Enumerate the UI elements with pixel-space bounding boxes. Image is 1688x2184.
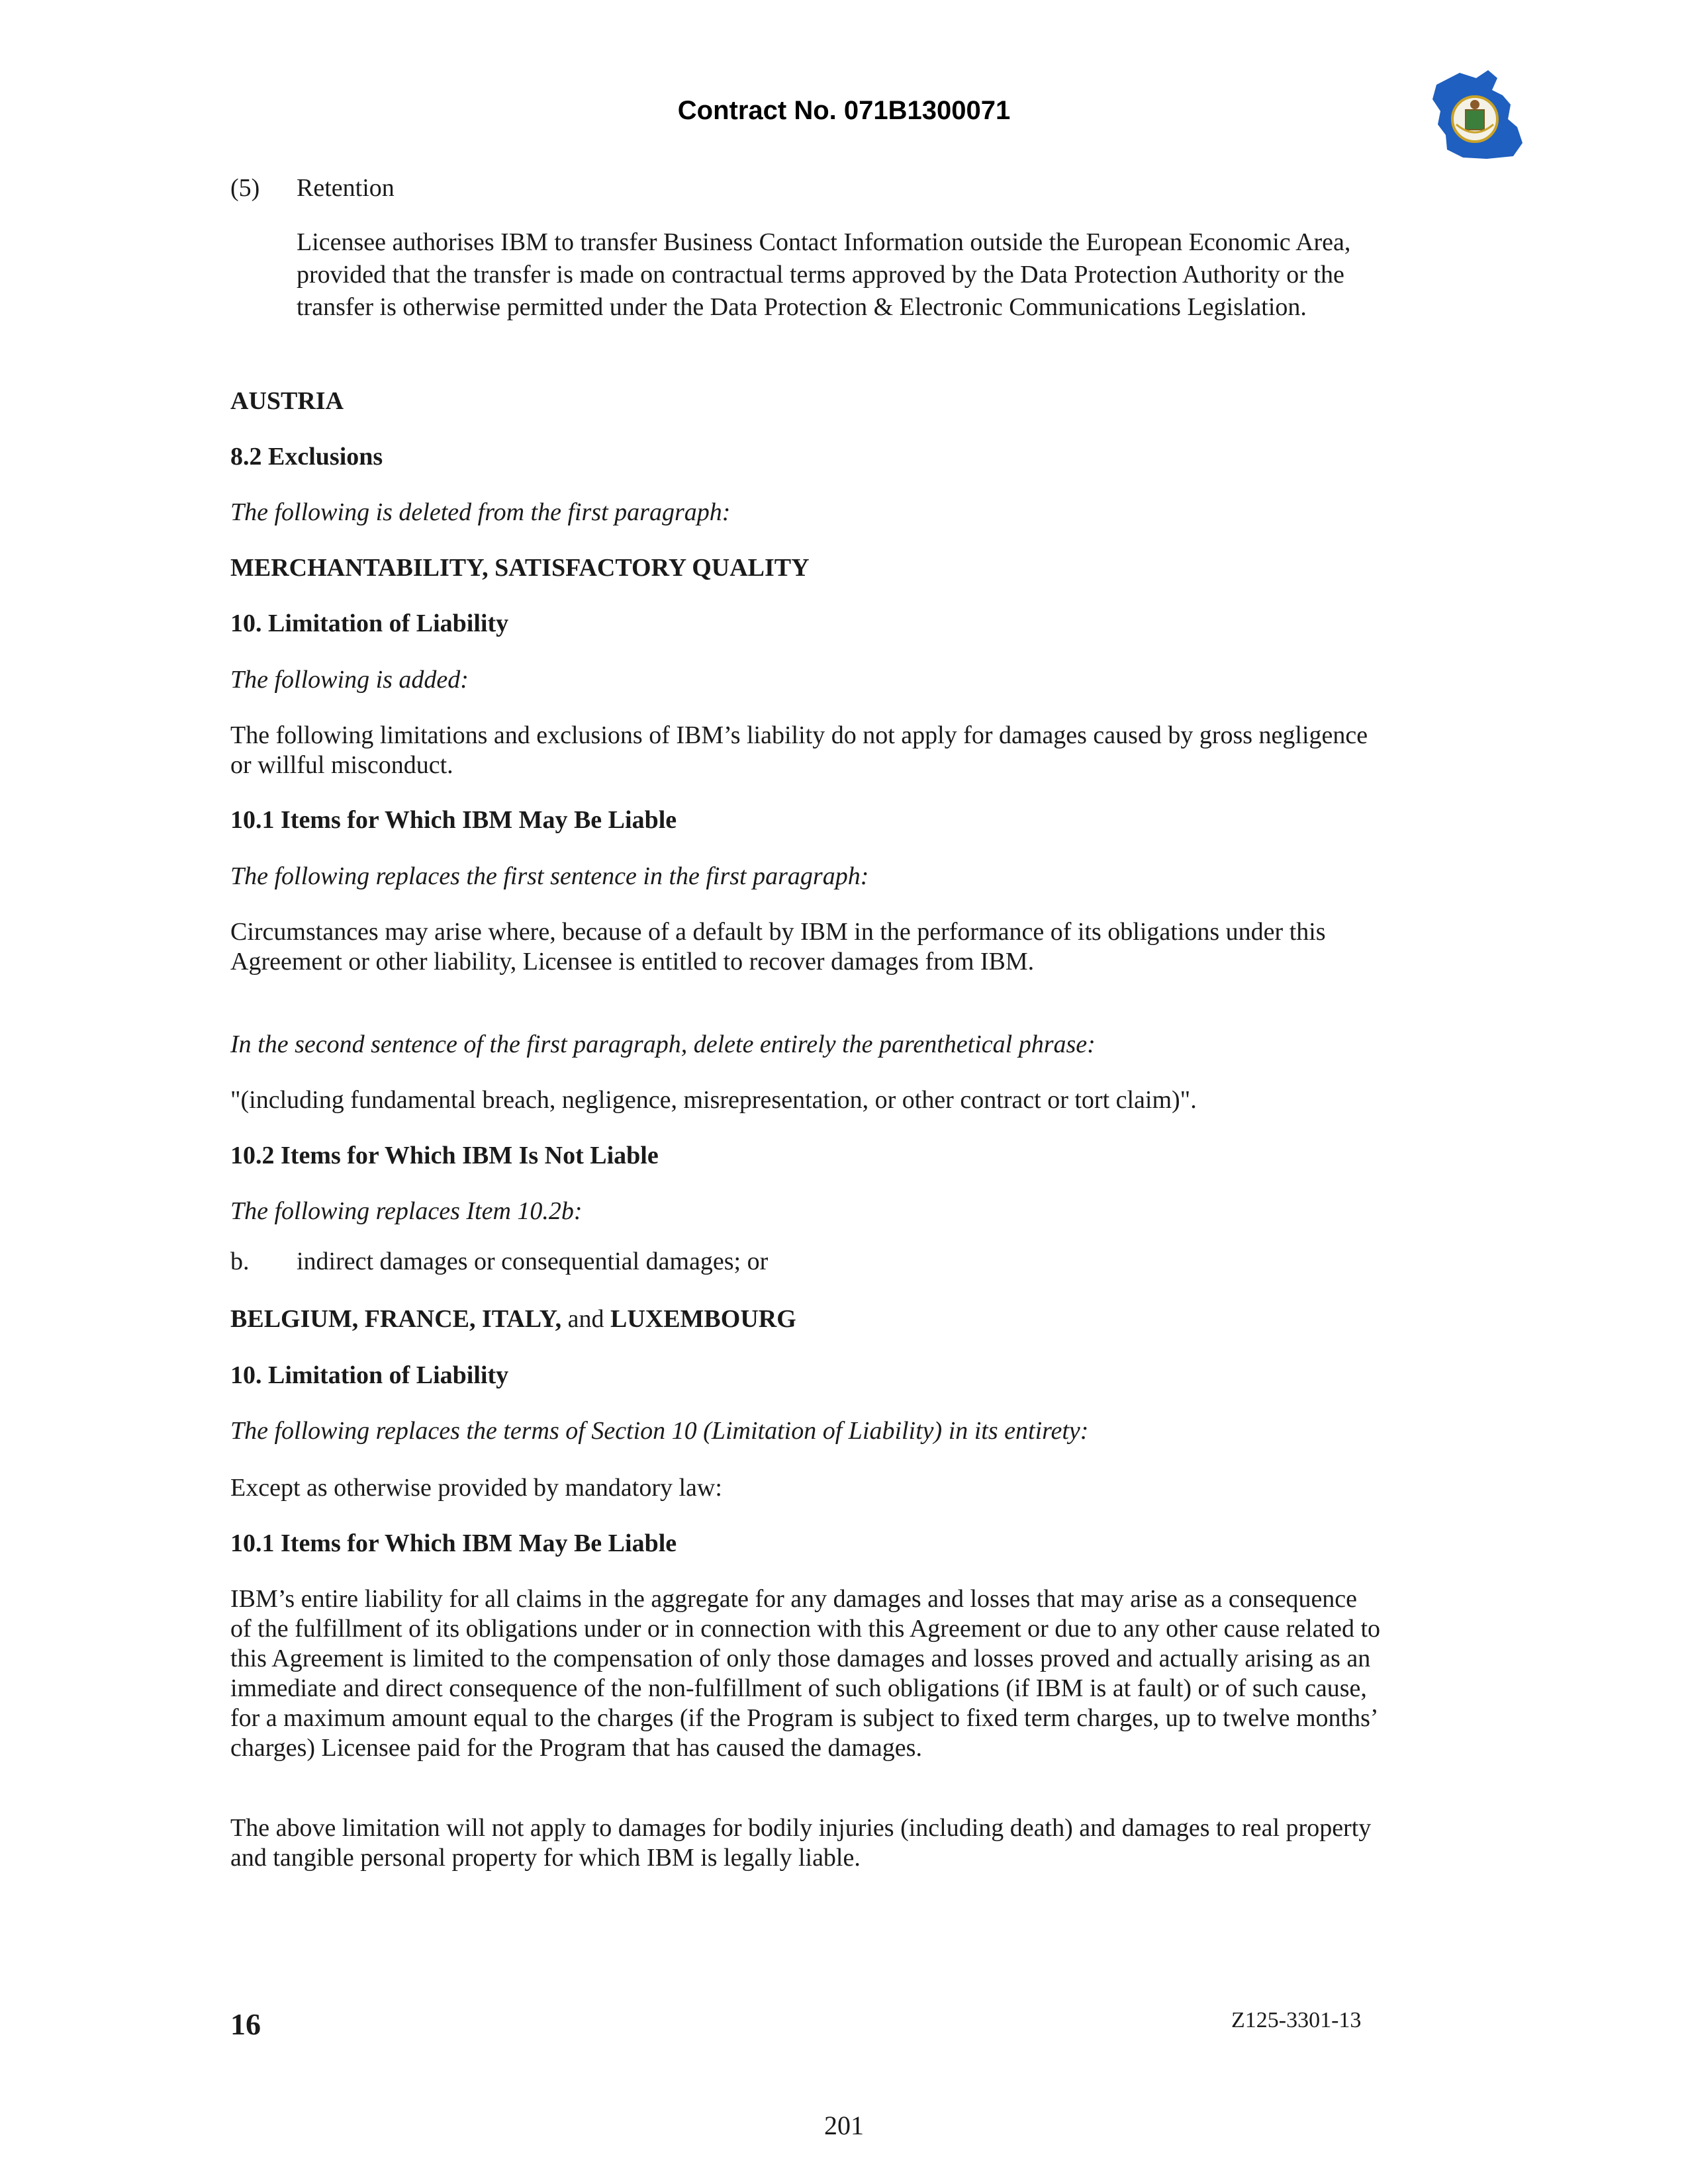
list-item-letter: b. [230, 1248, 250, 1275]
austria-exclusions-instruction: The following is deleted from the first paragraph: [230, 498, 731, 526]
page-number: 16 [230, 2007, 261, 2041]
and-word: and [567, 1305, 604, 1333]
austria-limitation-instruction: The following is added: [230, 666, 469, 694]
form-code: Z125-3301-13 [1231, 2008, 1362, 2032]
belgium-may-be-liable-heading: 10.1 Items for Which IBM May Be Liable [230, 1529, 677, 1557]
austria-exclusions-text: MERCHANTABILITY, SATISFACTORY QUALITY [230, 554, 810, 582]
retention-title: Retention [297, 174, 395, 202]
austria-limitation-text: The following limitations and exclusions of IBM’s liability do not apply for damages caused by gross negligence or willful misconduct. [230, 721, 1368, 779]
belgium-limitation-heading: 10. Limitation of Liability [230, 1361, 509, 1389]
belgium-bodily-injury-text: The above limitation will not apply to damages for bodily injuries (including death) and damages to real property and tangible personal property for which IBM is legally liable. [230, 1814, 1372, 1872]
contract-number: Contract No. 071B1300071 [677, 96, 1011, 125]
countries-part-1: BELGIUM, FRANCE, ITALY, [230, 1305, 562, 1333]
austria-not-liable-instruction: The following replaces Item 10.2b: [230, 1197, 583, 1225]
belgium-limitation-instruction: The following replaces the terms of Section 10 (Limitation of Liability) in its entirety: [230, 1417, 1089, 1445]
austria-exclusions-heading: 8.2 Exclusions [230, 443, 383, 471]
retention-number: (5) [230, 174, 260, 202]
austria-limitation-heading: 10. Limitation of Liability [230, 610, 509, 637]
belgium-heading [230, 1304, 1382, 1334]
austria-may-be-liable-heading: 10.1 Items for Which IBM May Be Liable [230, 806, 677, 834]
austria-not-liable-heading: 10.2 Items for Which IBM Is Not Liable [230, 1142, 659, 1169]
austria-parenthetical-quote: "(including fundamental breach, negligence, misrepresentation, or other contract or tort claim)". [230, 1086, 1197, 1114]
retention-body: Licensee authorises IBM to transfer Business Contact Information outside the European Economic Area, provided that the transfer is made on contractual terms approved by the Data Protection Authority or the transfer is otherwise permitted under the Data Protection & Electronic Communications Legislation. [297, 228, 1351, 321]
countries-part-2: LUXEMBOURG [610, 1305, 796, 1333]
list-item-text: indirect damages or consequential damages; or [297, 1248, 769, 1275]
austria-may-be-liable-instruction: The following replaces the first sentence in the first paragraph: [230, 862, 869, 890]
austria-may-be-liable-instruction-2: In the second sentence of the first paragraph, delete entirely the parenthetical phrase: [230, 1030, 1096, 1058]
belgium-may-be-liable-text: IBM’s entire liability for all claims in the aggregate for any damages and losses that may arise as a consequence of the fulfillment of its obligations under or in connection with this Agreement or due to any other cause related to this Agreement is limited to the compensation of only those damages and losses proved and actually arising as an immediate and direct consequence of the non-fulfillment of such obligations (if IBM is at fault) or of such cause, for a maximum amount equal to the charges (if the Program is subject to fixed term charges, up to twelve months’ charges) Licensee paid for the Program that has caused the damages. [230, 1585, 1380, 1762]
austria-may-be-liable-text: Circumstances may arise where, because of a default by IBM in the performance of its obligations under this Agreement or other liability, Licensee is entitled to recover damages from IBM. [230, 918, 1326, 976]
belgium-limitation-text: Except as otherwise provided by mandatory law: [230, 1474, 722, 1502]
document-page-number: 201 [824, 2111, 864, 2140]
austria-heading: AUSTRIA [230, 387, 344, 415]
michigan-seal-icon [1423, 58, 1529, 164]
